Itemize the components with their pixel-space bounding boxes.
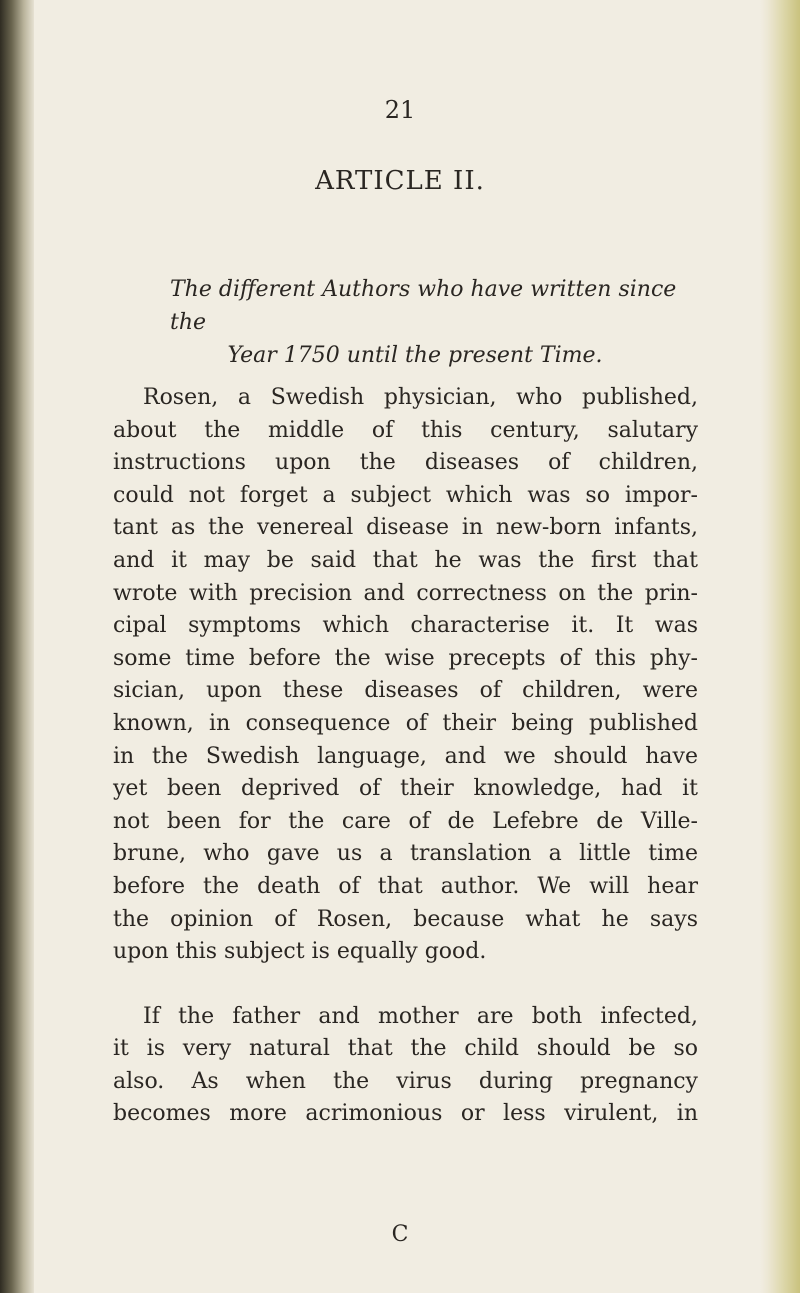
- article-heading: ARTICLE II.: [315, 166, 485, 196]
- text-line: before the death of that author. We will hear: [113, 873, 698, 899]
- signature-mark: C: [391, 1222, 409, 1247]
- paragraph: [113, 1001, 698, 1131]
- subtitle-line: Year 1750 until the present Time.: [227, 343, 603, 368]
- text-line: known, in consequence of their being published: [113, 710, 698, 736]
- text-line: it is very natural that the child should be so: [113, 1036, 698, 1062]
- page-binding-shadow: [0, 0, 34, 1293]
- subtitle-line: The different Authors who have written since the: [170, 277, 677, 335]
- text-line: If the father and mother are both infected,: [143, 1003, 698, 1029]
- text-line: wrote with precision and correctness on the prin-: [113, 580, 698, 606]
- article-body: [113, 382, 698, 1131]
- text-line: not been for the care of de Lefebre de Ville-: [113, 808, 698, 834]
- page-number: 21: [384, 96, 416, 124]
- paragraph-gap: [113, 969, 698, 1001]
- text-line: and it may be said that he was the first that: [113, 547, 698, 573]
- text-line: yet been deprived of their knowledge, had it: [113, 776, 698, 802]
- text-line: some time before the wise precepts of this phy-: [113, 645, 698, 671]
- paragraph: [113, 382, 698, 969]
- text-line: also. As when the virus during pregnancy: [113, 1068, 698, 1094]
- text-line: tant as the venereal disease in new-born infants,: [113, 515, 698, 541]
- text-line: in the Swedish language, and we should have: [113, 743, 698, 769]
- text-line: Rosen, a Swedish physician, who published,: [143, 385, 698, 410]
- text-line: cipal symptoms which characterise it. It was: [113, 613, 698, 639]
- text-line: sician, upon these diseases of children, were: [113, 678, 698, 704]
- page-edge-right: [760, 0, 800, 1293]
- text-line: becomes more acrimonious or less virulent, in: [113, 1101, 698, 1127]
- text-line: about the middle of this century, salutary: [113, 417, 698, 443]
- text-line: instructions upon the diseases of children,: [113, 450, 698, 476]
- text-line: upon this subject is equally good.: [113, 939, 487, 965]
- article-subtitle: [170, 273, 690, 372]
- text-line: the opinion of Rosen, because what he says: [113, 906, 698, 932]
- text-line: could not forget a subject which was so impor-: [113, 482, 698, 508]
- text-line: brune, who gave us a translation a little time: [113, 841, 698, 867]
